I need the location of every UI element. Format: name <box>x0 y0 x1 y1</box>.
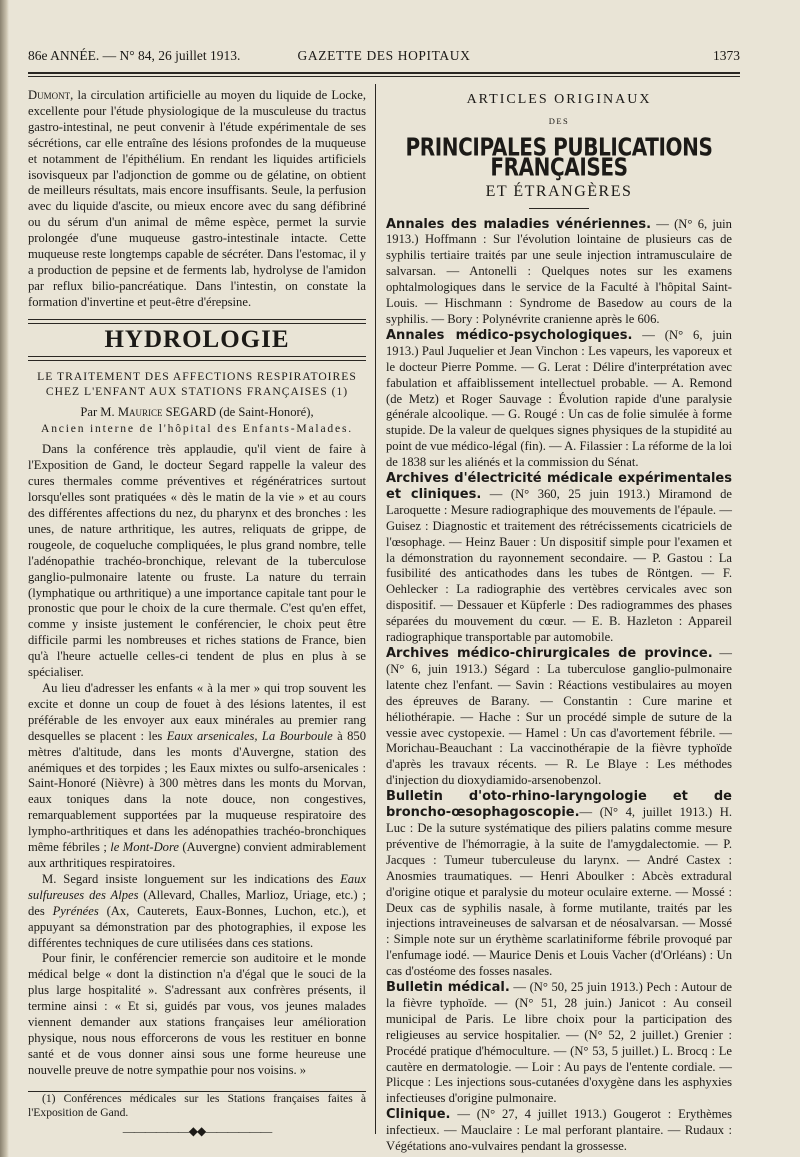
section-double-rule <box>28 356 366 361</box>
page-spine-shadow <box>0 0 9 1157</box>
short-rule <box>529 208 589 209</box>
body-paragraph: Au lieu d'adresser les enfants « à la mer » qui trop souvent les excite et donne un coup de fouet à des lésions latentes, il est préférable de les envoyer aux eaux minérales au premier rang desquelles se placent : les Eaux arsenicales, La Bourboule à 850 mètres d'altitude, dans les monts d'Auvergne, station des anémiques et des torpides ; les Eaux mixtes ou sulfo-arsenicales : Saint-Honoré (Nièvre) à 300 mètres dans les monts du Morvan, eaux toniques dans la note douce, non congestives, remarquablement supportées par la muqueuse respiratoire des lympho-arthritiques et dans les adénopathies trachéo-bronchiques même fébriles ; le Mont-Dore (Auvergne) convient admirablement aux arthritiques respiratoires. <box>28 681 366 870</box>
column-divider <box>375 84 376 1134</box>
article-byline: Par M. Maurice SEGARD (de Saint-Honoré), <box>80 404 314 419</box>
page-number: 1373 <box>713 48 740 63</box>
author-name: Dumont <box>28 88 71 102</box>
journal-name: Clinique. <box>386 1107 451 1123</box>
journal-name: Archives médico-chirurgicales de province. <box>386 646 713 661</box>
journal-contents: — (N° 6, juin 1913.) Hoffmann : Sur l'évolution lointaine de plusieurs cas de syphilis tertiaire traités par une seule injection intramusculaire de salvarsan. — Antonelli : Quelques notes sur les examens ophtalmologiques dans le service de la Faculté à l'hôpital Saint-Louis. — Hischmann : Syndrome de Basedow au cours de la syphilis. — Bory : Polynévrite cranienne après le 606. <box>386 216 732 326</box>
journal-name: Annales des maladies vénériennes. <box>386 216 652 232</box>
journal-name: Bulletin médical. <box>386 980 510 996</box>
left-column <box>28 88 366 1140</box>
footnote-rule <box>28 1091 366 1092</box>
author-affiliation: Ancien interne de l'hôpital des Enfants-Malades. <box>41 421 353 435</box>
journal-entry <box>386 471 732 646</box>
journal-contents: — (N° 6, juin 1913.) Paul Juquelier et Jean Vinchon : Les vapeurs, les vaporeux et le docteur Pierre Pomme. — G. Lerat : Délire d'interprétation avec fabulation et affaiblissement intellectuel probable. — A. Remond (de Metz) et Roger Sauvage : Évolution rapide d'une paralysie générale alcoolique. — G. Rougé : Un cas de folie simulée à forme stupide. De la valeur de quelques signes physiques de la stupidité au point de vue médico-légal (fin). — A. Filassier : La réforme de la loi de 1838 sur les aliénés et la commission du Sénat. <box>386 327 732 470</box>
journal-contents: — (N° 360, 25 juin 1913.) Miramond de Laroquette : Mesure radiographique des mouvements de l'épaule. — Guisez : Diagnostic et traitement des rétrécissements cicatriciels de l'œsophage. — Heinz Bauer : Un dispositif simple pour l'examen et la démonstration du rayonnement secondaire. — P. Gastou : La fusibilité des anticathodes dans les tubes de Röntgen. — F. Oehlecker : La radiographie des vertèbres cervicales avec son dispositif. — Dessauer et Küpferle : Des radiogrammes des phases séparées du mouvement du cœur. — E. B. Hazleton : Appareil radiographique transportable par automobile. <box>386 486 732 645</box>
journal-name: Bulletin d'oto-rhino-laryngologie et de broncho-œsophagoscopie. <box>386 789 732 821</box>
section-heading-main: PRINCIPALES PUBLICATIONS FRANÇAISES <box>405 131 713 182</box>
body-paragraph: Dans la conférence très applaudie, qu'il vient de faire à l'Exposition de Gand, le docteur Segard rappelle la valeur des cures thermales comme préventives et régénératrices surtout lorsqu'elles sont pratiquées « dès le matin de la vie » et au cours des différentes affections du nez, du pharynx et des bronches : les unes, de nature arthritique, les autres, reliquats de grippe, de rougeole, de coqueluche compliquées, le plus grand nombre, telle l'adénopathie trachéo-bronchique, relevant de la tuberculose ganglio-pulmonaire latente ou fruste. La nature du terrain (lymphatique ou arthritique) a une importance capitale tant pour le pronostic que pour le choix de la cure thermale. C'est qu'en effet, comme y insiste justement le conférencier, le choix peut être difficile parmi les nombreuses et riches stations de France, bien qu'à l'heure actuelle celles-ci tendent de plus en plus à se spécialiser. <box>28 442 366 680</box>
journal-name: Archives d'électricité médicale expérimentales et cliniques. <box>386 471 732 502</box>
journal-name: Annales médico-psychologiques. <box>386 327 633 343</box>
section-heading-des: DES <box>548 115 570 126</box>
section-double-rule <box>28 319 366 324</box>
journal-contents: — (N° 27, 4 juillet 1913.) Gougerot : Erythèmes infectieux. — Mauclaire : Le mal perforant plantaire. — Rudaux : Végétations ano-vulvaires pendant la grossesse. <box>386 1107 732 1154</box>
section-title: HYDROLOGIE <box>104 325 290 353</box>
journal-contents: — (N° 50, 25 juin 1913.) Pech : Autour de la fièvre typhoïde. — (N° 51, 28 juin.) Janicot : Au conseil municipal de Paris. Le libre choix pour la participation des religieuses au service hospitalier. — (N° 52, 2 juillet.) Grenier : Procédé pratique d'hémoculture. — (N° 53, 5 juillet.) L. Brocq : Le cautère en dermatologie. — Loir : Au pays de l'entente cordiale. — Plicque : Les injections sous-cutanées d'oxygène dans les asphyxies infectieuses d'origine pulmonaire. <box>386 980 732 1106</box>
issue-info: 86e ANNÉE. — N° 84, 26 juillet 1913. <box>28 48 241 63</box>
right-column <box>386 88 732 1155</box>
article-title: LE TRAITEMENT DES AFFECTIONS RESPIRATOIRES CHEZ L'ENFANT AUX STATIONS FRANÇAISES (1) <box>37 369 357 398</box>
journal-title: GAZETTE DES HOPITAUX <box>297 48 471 63</box>
journal-contents: — (N° 4, juillet 1913.) H. Luc : De la suture systématique des piliers palatins comme mesure préventive de l'hémorragie, à la suite de l'amygdalectomie. — P. Jacques : Tumeur tuberculeuse du larynx. — André Castex : Anosmies traumatiques. — Henri Aboulker : Abcès extradural d'origine otique et paralysie du moteur oculaire externe. — Mossé : Deux cas de syphilis nasale, à forme mutilante, traités par les injections intraveineuses de salvarsan et de néosalvarsan. — Mossé : Simple note sur un érythème scarlatiniforme fébrile provoqué par l'enfumage iodé. — Maurice Denis et Louis Vacher (d'Orléans) : Un cas d'ostéome des fosses nasales. <box>386 805 732 979</box>
end-ornament: ——————◆◆—————— <box>122 1123 272 1138</box>
journal-entry <box>386 980 732 1107</box>
journal-entry <box>386 789 732 980</box>
page-header <box>28 48 740 70</box>
intro-paragraph: Dumont, la circulation artificielle au moyen du liquide de Locke, excellente pour l'étude physiologique de la musculeuse du tractus gastro-intestinal, ne peut convenir à l'étude expérimentale de ses sécrétions, car elle entraîne des lésions profondes de la muqueuse et notamment de l'épithélium. En rendant les liquides artificiels isovisqueux par l'adjonction de gomme ou de gélatine, on obtient de meilleurs résultats, mais encore insuffisants. Seule, la perfusion avec du liquide d'ascite, ou mieux encore avec du sang défibriné ou du sérum d'un animal de même espèce, permet la survie prolongée d'une muqueuse gastro-intestinale intacte. Cette muqueuse reste longtemps capable de sécréter. Dans l'estomac, il y a production de pepsine et de ferments lab, hydrolyse de l'amidon par reflux bilio-pancréatique. Dans l'intestin, on constate la formation d'invertine et peut-être d'érepsine. <box>28 88 366 309</box>
header-rule-thick <box>28 72 740 74</box>
section-heading: ARTICLES ORIGINAUX <box>466 92 652 107</box>
body-paragraph: M. Segard insiste longuement sur les indications des Eaux sulfureuses des Alpes (Allevard, Challes, Marlioz, Uriage, etc.) ; des Pyrénées (Ax, Cauterets, Eaux-Bonnes, Luchon, etc.), et appuyant sa démonstration par des photographies, il expose les différentes techniques de cure utilisées dans ces stations. <box>28 871 366 950</box>
footnote: (1) Conférences médicales sur les Stations françaises faites à l'Exposition de Gand. <box>28 1091 366 1119</box>
journal-entry <box>386 217 732 328</box>
section-heading-sub: ET ÉTRANGÈRES <box>485 182 633 200</box>
journal-entry <box>386 646 732 789</box>
body-paragraph: Pour finir, le conférencier remercie son auditoire et le monde médical belge « dont la distinction n'a d'égal que le souci de la plus large hospitalité ». S'adressant aux confrères présents, il termine ainsi : « Et si, guidés par vous, vos jeunes malades viennent demander aux stations françaises leur amélioration physique, nous nous efforcerons de vous les restituer en bonne santé et de vous donner ainsi sous une forme heureuse une nouvelle preuve de notre sympathie pour nos voisins. » <box>28 951 366 1077</box>
journal-entry <box>386 1107 732 1155</box>
header-rule-thin <box>28 76 740 77</box>
journal-contents: — (N° 6, juin 1913.) Ségard : La tuberculose ganglio-pulmonaire latente chez l'enfant. — Savin : Réactions vestibulaires au moyen des épreuves de Barany. — Constantin : Cure marine et héliothérapie. — Hache : Sur un procédé simple de suture de la vessie avec cystopexie. — Hamel : Un cas d'avortement fébrile. — Morichau-Beauchant : La vaccinothérapie de la fièvre typhoïde d'après les travaux récents. — R. Le Blaye : Les méthodes d'injection du dioxydiamido-arsenobenzol. <box>386 646 732 788</box>
journal-entry <box>386 328 732 471</box>
journal-list <box>386 217 732 1155</box>
